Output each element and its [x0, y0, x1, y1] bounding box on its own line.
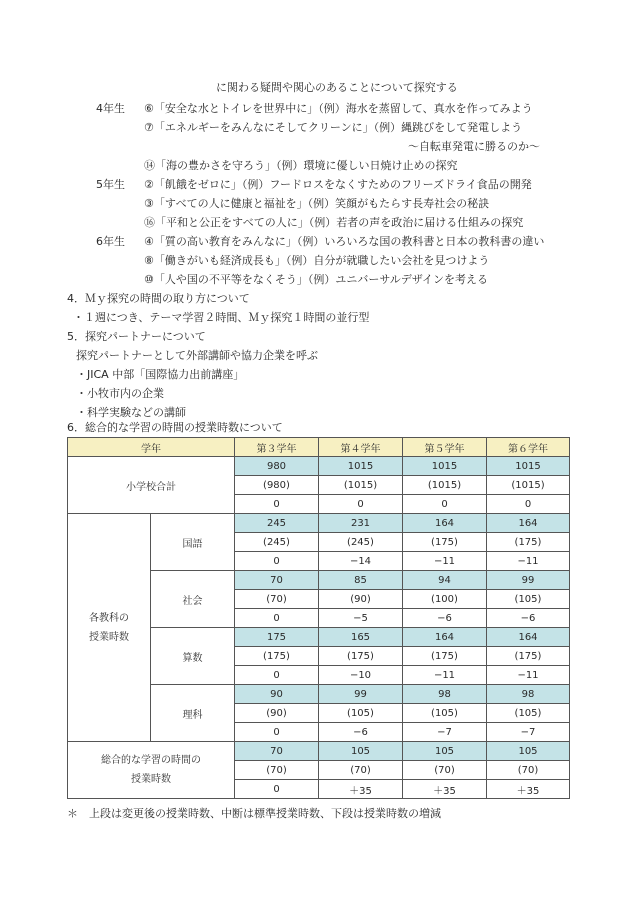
section-5-bullet: ・JICA 中部「国際協力出前講座」: [76, 368, 245, 381]
cell-changed: 1015: [487, 457, 570, 476]
grade-5-item: ⑯「平和と公正をすべての人に」（例）若者の声を政治に届ける仕組みの探究: [144, 216, 524, 229]
intro-line: に関わる疑問や関心のあることについて探究する: [216, 81, 458, 94]
header-year: 第３学年: [235, 438, 319, 457]
grade-5-label: 5年生: [96, 178, 125, 191]
header-year: 第５学年: [403, 438, 487, 457]
cell-changed: 70: [235, 742, 319, 761]
cell-standard: (70): [235, 590, 319, 609]
cell-diff: −11: [403, 666, 487, 685]
cell-standard: (1015): [487, 476, 570, 495]
cell-changed: 70: [235, 571, 319, 590]
footnote: ＊ 上段は変更後の授業時数、中断は標準授業時数、下段は授業時数の増減: [67, 807, 441, 820]
section-6-heading: 6．総合的な学習の時間の授業時数について: [67, 421, 283, 434]
grade-6-item: ⑩「人や国の不平等をなくそう」（例）ユニバーサルデザインを考える: [144, 273, 489, 286]
section-5-bullet: ・科学実験などの講師: [76, 406, 186, 419]
cell-changed: 231: [319, 514, 403, 533]
cell-diff: −7: [403, 723, 487, 742]
cell-diff: 0: [235, 723, 319, 742]
cell-standard: (105): [403, 704, 487, 723]
cell-standard: (70): [235, 761, 319, 780]
cell-changed: 980: [235, 457, 319, 476]
grade-5-item: ③「すべての人に健康と福祉を」（例）笑顔がもたらす長寿社会の秘訣: [144, 197, 490, 210]
cell-diff: 0: [403, 495, 487, 514]
cell-changed: 1015: [403, 457, 487, 476]
grade-4-item: ⑥「安全な水とトイレを世界中に」（例）海水を蒸留して、真水を作ってみよう: [144, 102, 533, 115]
total-label: 小学校合計: [68, 457, 235, 514]
cell-diff: −11: [403, 552, 487, 571]
cell-diff: −6: [403, 609, 487, 628]
cell-diff: ＋35: [487, 780, 570, 799]
cell-diff: 0: [319, 495, 403, 514]
header-grade-label: 学年: [68, 438, 235, 457]
section-5-bullet: ・小牧市内の企業: [76, 387, 164, 400]
grade-5-item: ②「飢餓をゼロに」（例）フードロスをなくすためのフリーズドライ食品の開発: [144, 178, 532, 191]
cell-standard: (175): [403, 533, 487, 552]
integrated-label: [68, 742, 235, 799]
section-5-heading: 5．探究パートナーについて: [67, 330, 206, 343]
cell-standard: (90): [235, 704, 319, 723]
cell-changed: 99: [487, 571, 570, 590]
subjects-group-label: [68, 514, 151, 742]
cell-diff: 0: [235, 666, 319, 685]
cell-standard: (1015): [319, 476, 403, 495]
cell-standard: (105): [487, 704, 570, 723]
grade-6-item: ④「質の高い教育をみんなに」（例）いろいろな国の教科書と日本の教科書の違い: [144, 235, 545, 248]
cell-standard: (245): [319, 533, 403, 552]
cell-standard: (175): [235, 647, 319, 666]
cell-changed: 99: [319, 685, 403, 704]
subjects-group-label-line: 授業時数: [89, 631, 129, 643]
cell-standard: (175): [319, 647, 403, 666]
cell-changed: 164: [487, 628, 570, 647]
cell-diff: 0: [235, 495, 319, 514]
cell-changed: 90: [235, 685, 319, 704]
cell-standard: (70): [403, 761, 487, 780]
cell-standard: (105): [319, 704, 403, 723]
cell-diff: −5: [319, 609, 403, 628]
cell-diff: 0: [235, 552, 319, 571]
cell-changed: 105: [487, 742, 570, 761]
section-4-heading: 4．Ｍｙ探究の時間の取り方について: [67, 292, 250, 305]
cell-diff: −6: [319, 723, 403, 742]
cell-standard: (245): [235, 533, 319, 552]
section-5-desc: 探究パートナーとして外部講師や協力企業を呼ぶ: [76, 349, 318, 362]
cell-changed: 245: [235, 514, 319, 533]
cell-standard: (980): [235, 476, 319, 495]
cell-diff: −14: [319, 552, 403, 571]
cell-changed: 175: [235, 628, 319, 647]
cell-diff: −6: [487, 609, 570, 628]
grade-4-item-sub: 〜自転車発電に勝るのか〜: [408, 140, 540, 153]
cell-standard: (105): [487, 590, 570, 609]
cell-diff: −11: [487, 666, 570, 685]
integrated-label-line: 授業時数: [131, 774, 171, 785]
cell-changed: 1015: [319, 457, 403, 476]
cell-standard: (70): [487, 761, 570, 780]
header-year: 第６学年: [487, 438, 570, 457]
integrated-label-line: 総合的な学習の時間の: [101, 755, 201, 766]
header-year: 第４学年: [319, 438, 403, 457]
cell-diff: −7: [487, 723, 570, 742]
cell-diff: 0: [235, 609, 319, 628]
class-hours-table: [67, 437, 570, 799]
cell-diff: −10: [319, 666, 403, 685]
subject-name: 算数: [151, 628, 235, 685]
cell-changed: 98: [487, 685, 570, 704]
cell-standard: (90): [319, 590, 403, 609]
grade-6-label: 6年生: [96, 235, 125, 248]
cell-changed: 98: [403, 685, 487, 704]
cell-diff: 0: [487, 495, 570, 514]
cell-changed: 85: [319, 571, 403, 590]
cell-changed: 94: [403, 571, 487, 590]
subject-name: 理科: [151, 685, 235, 742]
grade-4-label: 4年生: [96, 102, 125, 115]
grade-4-item: ⑭「海の豊かさを守ろう」（例）環境に優しい日焼け止めの探究: [144, 159, 458, 172]
cell-changed: 105: [319, 742, 403, 761]
cell-standard: (1015): [403, 476, 487, 495]
cell-standard: (70): [319, 761, 403, 780]
section-4-bullet: ・１週につき、テーマ学習２時間、Ｍｙ探究１時間の並行型: [73, 311, 370, 324]
cell-changed: 164: [487, 514, 570, 533]
subject-name: 国語: [151, 514, 235, 571]
cell-diff: ＋35: [403, 780, 487, 799]
subjects-group-label-line: 各教科の: [89, 612, 129, 624]
cell-changed: 165: [319, 628, 403, 647]
cell-standard: (175): [487, 647, 570, 666]
cell-standard: (175): [487, 533, 570, 552]
grade-4-item: ⑦「エネルギーをみんなにそしてクリーンに」（例）縄跳びをして発電しよう: [144, 121, 523, 134]
cell-diff: 0: [235, 780, 319, 799]
subject-name: 社会: [151, 571, 235, 628]
cell-changed: 105: [403, 742, 487, 761]
cell-changed: 164: [403, 628, 487, 647]
cell-diff: ＋35: [319, 780, 403, 799]
cell-changed: 164: [403, 514, 487, 533]
cell-diff: −11: [487, 552, 570, 571]
grade-6-item: ⑧「働きがいも経済成長も」（例）自分が就職したい会社を見つけよう: [144, 254, 490, 267]
cell-standard: (175): [403, 647, 487, 666]
cell-standard: (100): [403, 590, 487, 609]
